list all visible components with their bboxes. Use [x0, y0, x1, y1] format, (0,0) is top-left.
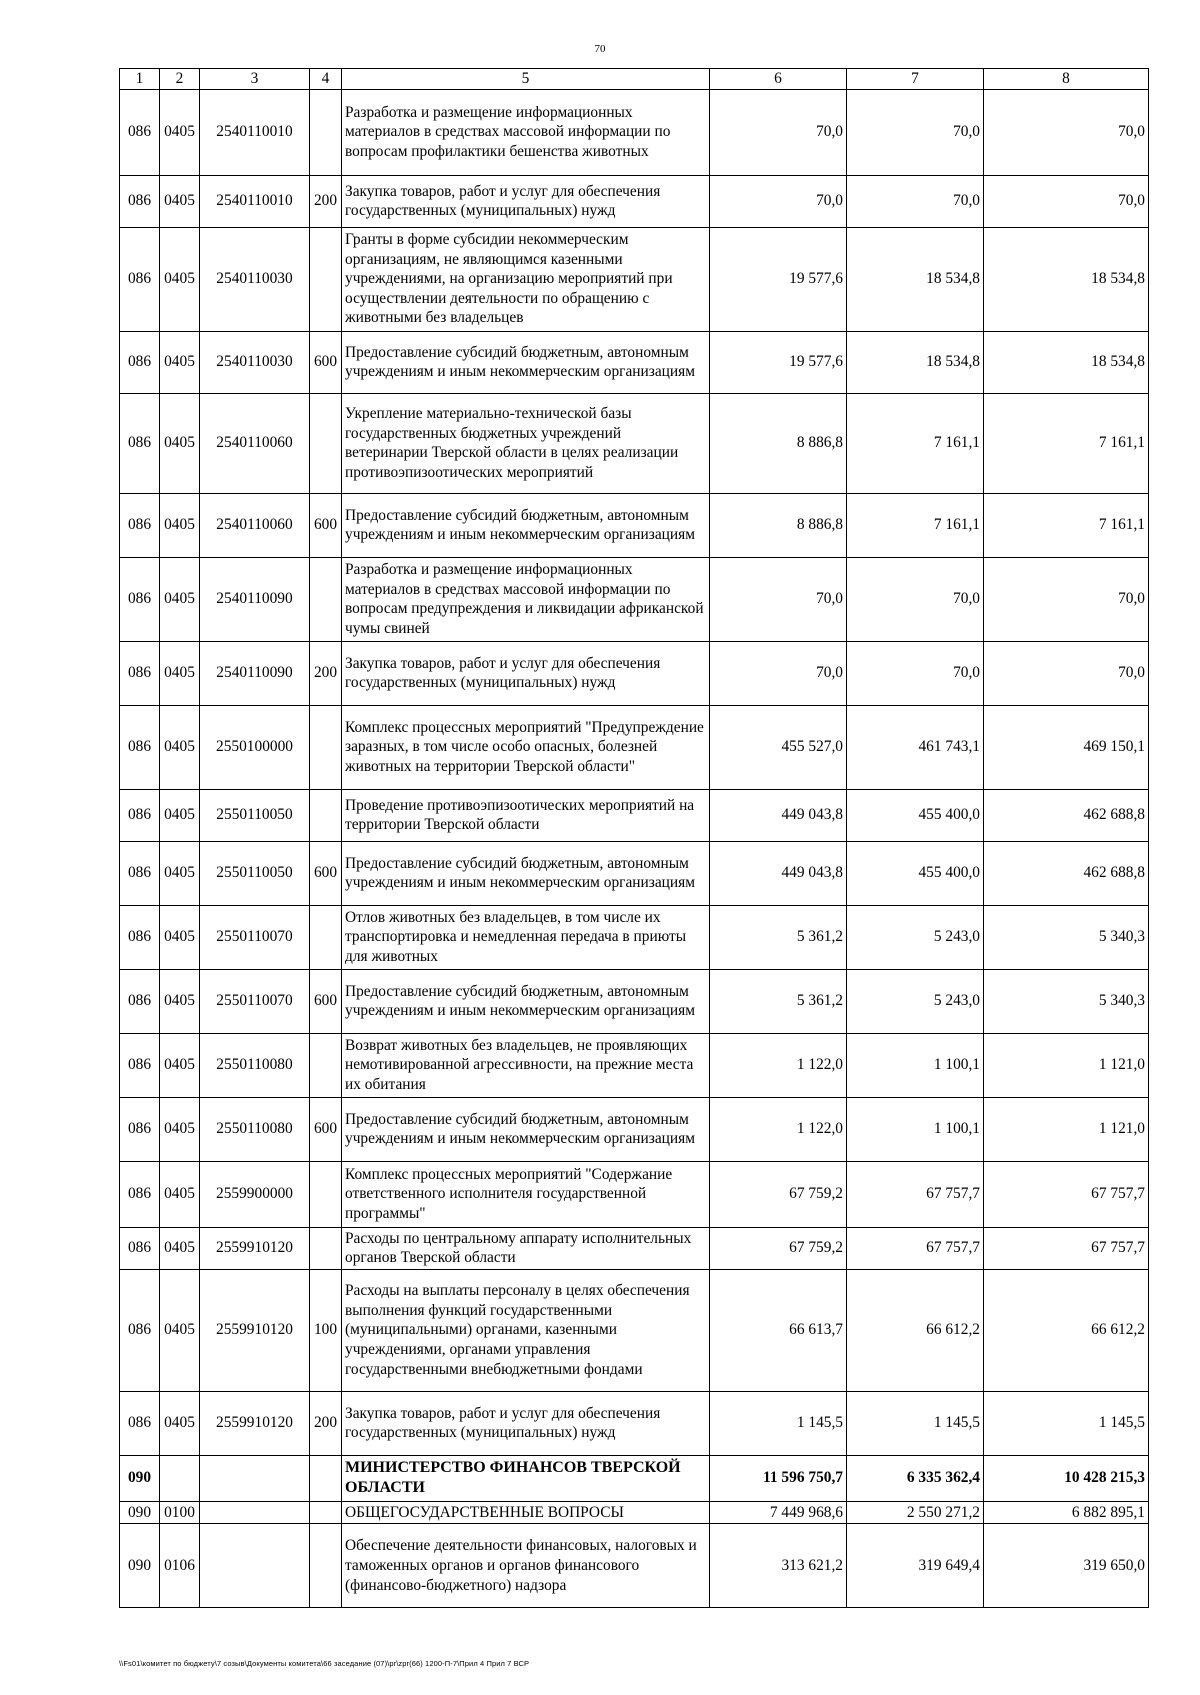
admin-code-cell: 086: [120, 841, 160, 905]
item-name-cell: Расходы по центральному аппарату исполнительных органов Тверской области: [342, 1227, 710, 1269]
amount-col6-cell: 70,0: [710, 641, 847, 705]
target-article-cell: 2559910120: [200, 1227, 310, 1269]
table-body: [120, 89, 1149, 1608]
item-name-cell: Комплекс процессных мероприятий "Содержание ответственного исполнителя государственной программы": [342, 1161, 710, 1227]
amount-col6-cell: 1 122,0: [710, 1033, 847, 1097]
item-name-cell: Возврат животных без владельцев, не проявляющих немотивированной агрессивности, на прежние места их обитания: [342, 1033, 710, 1097]
table-row: [120, 789, 1149, 841]
column-header: 2: [160, 69, 200, 90]
amount-col8-cell: 67 757,7: [984, 1227, 1149, 1269]
table-row: [120, 493, 1149, 557]
target-article-cell: 2550110080: [200, 1097, 310, 1161]
section-code-cell: 0405: [160, 1033, 200, 1097]
section-code-cell: 0405: [160, 1227, 200, 1269]
expense-type-cell: 200: [310, 1391, 342, 1455]
amount-col8-cell: 1 121,0: [984, 1097, 1149, 1161]
admin-code-cell: 086: [120, 1227, 160, 1269]
item-name-cell: Предоставление субсидий бюджетным, автономным учреждениям и иным некоммерческим организациям: [342, 493, 710, 557]
target-article-cell: 2559910120: [200, 1391, 310, 1455]
target-article-cell: 2550110070: [200, 905, 310, 969]
expense-type-cell: [310, 1161, 342, 1227]
expense-type-cell: [310, 1524, 342, 1608]
section-code-cell: 0405: [160, 841, 200, 905]
column-header: 1: [120, 69, 160, 90]
table-row: [120, 1391, 1149, 1455]
expense-type-cell: 100: [310, 1269, 342, 1391]
admin-code-cell: 086: [120, 705, 160, 789]
amount-col7-cell: 455 400,0: [847, 789, 984, 841]
target-article-cell: 2540110030: [200, 331, 310, 393]
item-name-cell: Закупка товаров, работ и услуг для обеспечения государственных (муниципальных) нужд: [342, 175, 710, 227]
expense-type-cell: 600: [310, 841, 342, 905]
admin-code-cell: 086: [120, 557, 160, 641]
table-row: [120, 705, 1149, 789]
admin-code-cell: 086: [120, 331, 160, 393]
amount-col6-cell: 19 577,6: [710, 331, 847, 393]
item-name-cell: Обеспечение деятельности финансовых, налоговых и таможенных органов и органов финансового (финансово-бюджетного) надзора: [342, 1524, 710, 1608]
amount-col7-cell: 7 161,1: [847, 493, 984, 557]
section-code-cell: 0405: [160, 175, 200, 227]
amount-col8-cell: 5 340,3: [984, 905, 1149, 969]
amount-col8-cell: 10 428 215,3: [984, 1455, 1149, 1501]
admin-code-cell: 086: [120, 1161, 160, 1227]
item-name-cell: Отлов животных без владельцев, в том числе их транспортировка и немедленная передача в приюты для животных: [342, 905, 710, 969]
amount-col6-cell: 5 361,2: [710, 969, 847, 1033]
target-article-cell: 2550110050: [200, 789, 310, 841]
section-code-cell: 0405: [160, 393, 200, 493]
amount-col7-cell: 70,0: [847, 175, 984, 227]
section-code-cell: 0405: [160, 557, 200, 641]
amount-col6-cell: 67 759,2: [710, 1161, 847, 1227]
amount-col7-cell: 1 100,1: [847, 1033, 984, 1097]
table-row: [120, 1227, 1149, 1269]
table-row: [120, 1269, 1149, 1391]
amount-col8-cell: 70,0: [984, 89, 1149, 175]
amount-col6-cell: 66 613,7: [710, 1269, 847, 1391]
amount-col7-cell: 18 534,8: [847, 331, 984, 393]
admin-code-cell: 086: [120, 641, 160, 705]
amount-col8-cell: 18 534,8: [984, 331, 1149, 393]
amount-col6-cell: 313 621,2: [710, 1524, 847, 1608]
expense-type-cell: [310, 705, 342, 789]
item-name-cell: Расходы на выплаты персоналу в целях обеспечения выполнения функций государственными (муниципальными) органами, казенными учреждениями, органами управления государственными внебюджетными фондами: [342, 1269, 710, 1391]
amount-col7-cell: 461 743,1: [847, 705, 984, 789]
amount-col8-cell: 66 612,2: [984, 1269, 1149, 1391]
target-article-cell: 2550110070: [200, 969, 310, 1033]
item-name-cell: МИНИСТЕРСТВО ФИНАНСОВ ТВЕРСКОЙ ОБЛАСТИ: [342, 1455, 710, 1501]
amount-col8-cell: 462 688,8: [984, 789, 1149, 841]
footer-file-path: \\Fs01\комитет по бюджету\7 созыв\Документы комитета\66 заседание (07)\pr\zpr(66) 1200-П-7\Прил 4 Прил 7 ВСР: [119, 1659, 530, 1668]
amount-col8-cell: 469 150,1: [984, 705, 1149, 789]
admin-code-cell: 086: [120, 175, 160, 227]
section-code-cell: 0405: [160, 493, 200, 557]
amount-col7-cell: 70,0: [847, 557, 984, 641]
amount-col6-cell: 70,0: [710, 89, 847, 175]
page-number: 70: [594, 43, 606, 55]
column-header: 6: [710, 69, 847, 90]
admin-code-cell: 086: [120, 227, 160, 331]
expense-type-cell: [310, 557, 342, 641]
expense-type-cell: [310, 1227, 342, 1269]
target-article-cell: 2550110080: [200, 1033, 310, 1097]
target-article-cell: 2540110060: [200, 393, 310, 493]
amount-col7-cell: 67 757,7: [847, 1227, 984, 1269]
amount-col7-cell: 2 550 271,2: [847, 1501, 984, 1524]
section-code-cell: 0100: [160, 1501, 200, 1524]
amount-col7-cell: 66 612,2: [847, 1269, 984, 1391]
item-name-cell: Предоставление субсидий бюджетным, автономным учреждениям и иным некоммерческим организациям: [342, 1097, 710, 1161]
table-row: [120, 1455, 1149, 1501]
amount-col6-cell: 1 145,5: [710, 1391, 847, 1455]
target-article-cell: 2559900000: [200, 1161, 310, 1227]
section-code-cell: 0405: [160, 1269, 200, 1391]
amount-col8-cell: 18 534,8: [984, 227, 1149, 331]
expense-type-cell: 600: [310, 331, 342, 393]
expense-type-cell: 600: [310, 493, 342, 557]
section-code-cell: [160, 1455, 200, 1501]
amount-col6-cell: 70,0: [710, 175, 847, 227]
amount-col6-cell: 7 449 968,6: [710, 1501, 847, 1524]
amount-col7-cell: 18 534,8: [847, 227, 984, 331]
section-code-cell: 0405: [160, 705, 200, 789]
admin-code-cell: 090: [120, 1455, 160, 1501]
admin-code-cell: 086: [120, 393, 160, 493]
amount-col8-cell: 319 650,0: [984, 1524, 1149, 1608]
expense-type-cell: [310, 1033, 342, 1097]
admin-code-cell: 086: [120, 1097, 160, 1161]
table-row: [120, 175, 1149, 227]
amount-col8-cell: 7 161,1: [984, 393, 1149, 493]
target-article-cell: 2540110010: [200, 175, 310, 227]
item-name-cell: Закупка товаров, работ и услуг для обеспечения государственных (муниципальных) нужд: [342, 1391, 710, 1455]
amount-col6-cell: 455 527,0: [710, 705, 847, 789]
amount-col8-cell: 7 161,1: [984, 493, 1149, 557]
amount-col8-cell: 462 688,8: [984, 841, 1149, 905]
item-name-cell: Разработка и размещение информационных материалов в средствах массовой информации по вопросам профилактики бешенства животных: [342, 89, 710, 175]
target-article-cell: 2550110050: [200, 841, 310, 905]
table-row: [120, 393, 1149, 493]
amount-col7-cell: 6 335 362,4: [847, 1455, 984, 1501]
section-code-cell: 0405: [160, 1391, 200, 1455]
item-name-cell: ОБЩЕГОСУДАРСТВЕННЫЕ ВОПРОСЫ: [342, 1501, 710, 1524]
amount-col6-cell: 67 759,2: [710, 1227, 847, 1269]
amount-col8-cell: 67 757,7: [984, 1161, 1149, 1227]
item-name-cell: Предоставление субсидий бюджетным, автономным учреждениям и иным некоммерческим организациям: [342, 331, 710, 393]
expense-type-cell: [310, 227, 342, 331]
section-code-cell: 0405: [160, 1097, 200, 1161]
amount-col6-cell: 449 043,8: [710, 789, 847, 841]
admin-code-cell: 086: [120, 1033, 160, 1097]
admin-code-cell: 086: [120, 89, 160, 175]
admin-code-cell: 086: [120, 789, 160, 841]
amount-col7-cell: 5 243,0: [847, 969, 984, 1033]
table-row: [120, 89, 1149, 175]
amount-col8-cell: 70,0: [984, 557, 1149, 641]
expense-type-cell: [310, 1455, 342, 1501]
section-code-cell: 0405: [160, 227, 200, 331]
section-code-cell: 0405: [160, 641, 200, 705]
column-header: 4: [310, 69, 342, 90]
amount-col7-cell: 7 161,1: [847, 393, 984, 493]
amount-col7-cell: 319 649,4: [847, 1524, 984, 1608]
amount-col6-cell: 1 122,0: [710, 1097, 847, 1161]
item-name-cell: Комплекс процессных мероприятий "Предупреждение заразных, в том числе особо опасных, болезней животных на территории Тверской области": [342, 705, 710, 789]
section-code-cell: 0405: [160, 331, 200, 393]
expense-type-cell: 200: [310, 175, 342, 227]
admin-code-cell: 090: [120, 1524, 160, 1608]
table-row: [120, 641, 1149, 705]
target-article-cell: 2540110030: [200, 227, 310, 331]
admin-code-cell: 086: [120, 493, 160, 557]
amount-col6-cell: 70,0: [710, 557, 847, 641]
admin-code-cell: 090: [120, 1501, 160, 1524]
target-article-cell: 2540110090: [200, 641, 310, 705]
amount-col7-cell: 1 145,5: [847, 1391, 984, 1455]
expense-type-cell: 600: [310, 969, 342, 1033]
section-code-cell: 0405: [160, 789, 200, 841]
item-name-cell: Гранты в форме субсидии некоммерческим организациям, не являющимся казенными учреждениями, на организацию мероприятий при осуществлении деятельности по обращению с животными без владельцев: [342, 227, 710, 331]
section-code-cell: 0106: [160, 1524, 200, 1608]
item-name-cell: Проведение противоэпизоотических мероприятий на территории Тверской области: [342, 789, 710, 841]
amount-col6-cell: 19 577,6: [710, 227, 847, 331]
budget-table: [119, 68, 1149, 1608]
admin-code-cell: 086: [120, 1391, 160, 1455]
section-code-cell: 0405: [160, 969, 200, 1033]
amount-col6-cell: 5 361,2: [710, 905, 847, 969]
expense-type-cell: [310, 789, 342, 841]
expense-type-cell: [310, 89, 342, 175]
item-name-cell: Предоставление субсидий бюджетным, автономным учреждениям и иным некоммерческим организациям: [342, 969, 710, 1033]
table-row: [120, 331, 1149, 393]
admin-code-cell: 086: [120, 969, 160, 1033]
target-article-cell: 2540110010: [200, 89, 310, 175]
table-row: [120, 1097, 1149, 1161]
amount-col7-cell: 1 100,1: [847, 1097, 984, 1161]
amount-col8-cell: 6 882 895,1: [984, 1501, 1149, 1524]
section-code-cell: 0405: [160, 905, 200, 969]
table-row: [120, 1161, 1149, 1227]
target-article-cell: 2540110060: [200, 493, 310, 557]
section-code-cell: 0405: [160, 1161, 200, 1227]
amount-col8-cell: 1 121,0: [984, 1033, 1149, 1097]
target-article-cell: 2540110090: [200, 557, 310, 641]
table-row: [120, 1501, 1149, 1524]
column-header: 5: [342, 69, 710, 90]
target-article-cell: 2559910120: [200, 1269, 310, 1391]
expense-type-cell: 600: [310, 1097, 342, 1161]
target-article-cell: [200, 1501, 310, 1524]
amount-col7-cell: 455 400,0: [847, 841, 984, 905]
item-name-cell: Разработка и размещение информационных материалов в средствах массовой информации по вопросам предупреждения и ликвидации африканской чумы свиней: [342, 557, 710, 641]
table-row: [120, 1524, 1149, 1608]
table-row: [120, 1033, 1149, 1097]
target-article-cell: 2550100000: [200, 705, 310, 789]
amount-col8-cell: 1 145,5: [984, 1391, 1149, 1455]
amount-col7-cell: 67 757,7: [847, 1161, 984, 1227]
amount-col6-cell: 11 596 750,7: [710, 1455, 847, 1501]
table-row: [120, 841, 1149, 905]
column-header: 7: [847, 69, 984, 90]
table-row: [120, 557, 1149, 641]
amount-col7-cell: 70,0: [847, 89, 984, 175]
section-code-cell: 0405: [160, 89, 200, 175]
table-header-row: [120, 69, 1149, 90]
column-header: 8: [984, 69, 1149, 90]
amount-col8-cell: 5 340,3: [984, 969, 1149, 1033]
expense-type-cell: [310, 393, 342, 493]
item-name-cell: Предоставление субсидий бюджетным, автономным учреждениям и иным некоммерческим организациям: [342, 841, 710, 905]
admin-code-cell: 086: [120, 905, 160, 969]
column-header: 3: [200, 69, 310, 90]
amount-col6-cell: 8 886,8: [710, 493, 847, 557]
amount-col8-cell: 70,0: [984, 175, 1149, 227]
target-article-cell: [200, 1455, 310, 1501]
table-row: [120, 969, 1149, 1033]
table-row: [120, 905, 1149, 969]
amount-col8-cell: 70,0: [984, 641, 1149, 705]
amount-col6-cell: 8 886,8: [710, 393, 847, 493]
admin-code-cell: 086: [120, 1269, 160, 1391]
target-article-cell: [200, 1524, 310, 1608]
item-name-cell: Закупка товаров, работ и услуг для обеспечения государственных (муниципальных) нужд: [342, 641, 710, 705]
expense-type-cell: 200: [310, 641, 342, 705]
item-name-cell: Укрепление материально-технической базы государственных бюджетных учреждений ветеринарии Тверской области в целях реализации противоэпизоотических мероприятий: [342, 393, 710, 493]
amount-col7-cell: 70,0: [847, 641, 984, 705]
table-row: [120, 227, 1149, 331]
expense-type-cell: [310, 1501, 342, 1524]
amount-col7-cell: 5 243,0: [847, 905, 984, 969]
expense-type-cell: [310, 905, 342, 969]
amount-col6-cell: 449 043,8: [710, 841, 847, 905]
